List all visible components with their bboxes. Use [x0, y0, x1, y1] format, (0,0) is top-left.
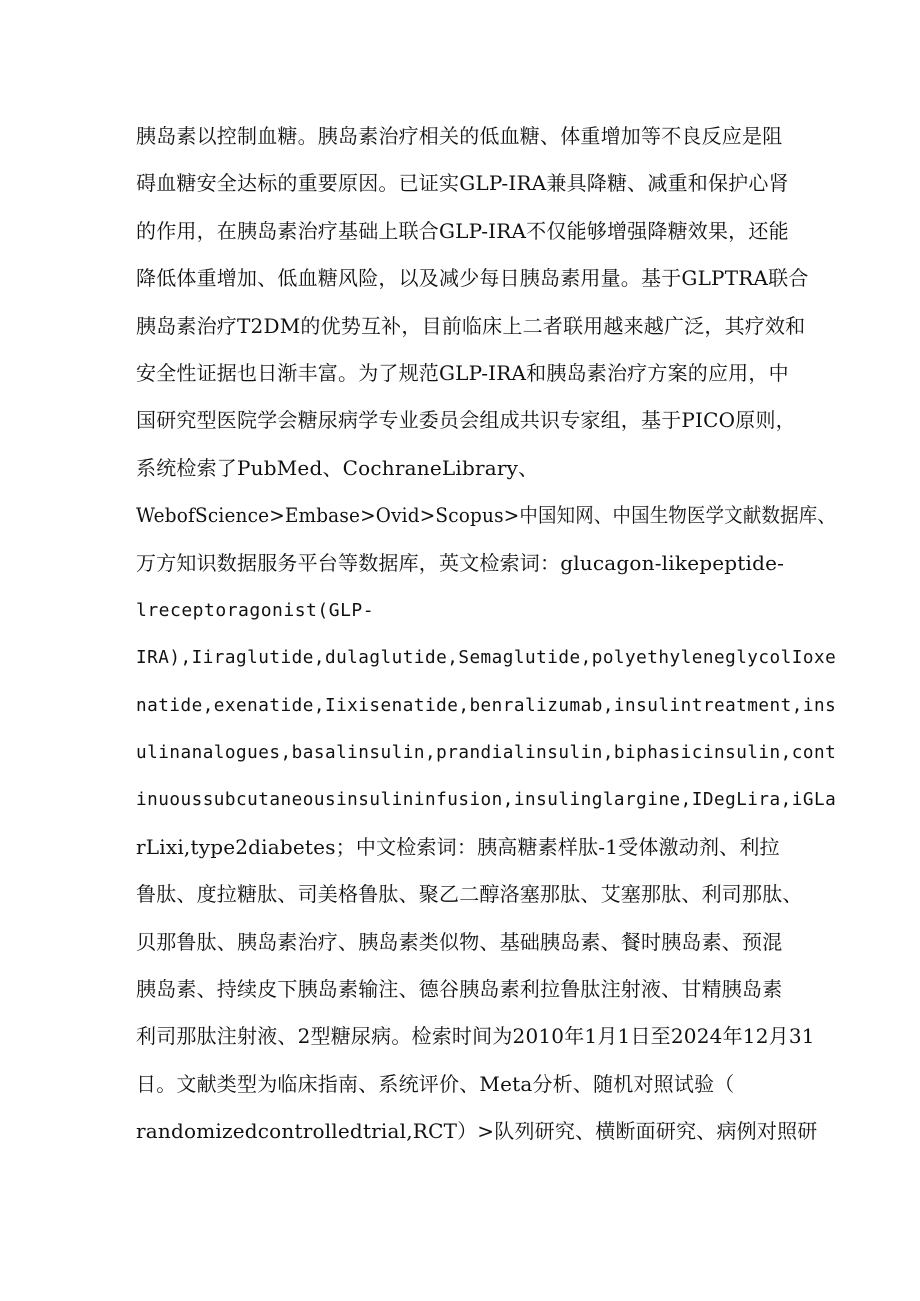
text-line: lreceptoragonist(GLP-	[136, 599, 375, 621]
text-line: 鲁肽、度拉糖肽、司美格鲁肽、聚乙二醇洛塞那肽、艾塞那肽、利司那肽、	[136, 882, 803, 907]
text-line: IRA),Iiraglutide,dulaglutide,Semaglutide,polyethyleneglycolIoxe	[136, 647, 837, 669]
text-line: 胰岛素治疗T2DM的优势互补，目前临床上二者联用越来越广泛，其疗效和	[136, 313, 806, 338]
text-line: 贝那鲁肽、胰岛素治疗、胰岛素类似物、基础胰岛素、餐时胰岛素、预混	[136, 929, 783, 954]
text-line: 利司那肽注射液、2型糖尿病。检索时间为2010年1月1日至2024年12月31	[136, 1024, 815, 1049]
text-line: randomizedcontrolledtrial,RCT）>队列研究、横断面研究、病例对照研	[136, 1119, 818, 1144]
text-line: 国研究型医院学会糖尿病学专业委员会组成共识专家组，基于PICO原则，	[136, 408, 796, 433]
text-line: 系统检索了PubMed、CochraneLibrary、	[136, 455, 539, 480]
text-line: inuoussubcutaneousinsulininfusion,insulinglargine,IDegLira,iGLa	[136, 789, 837, 811]
text-line: ulinanalogues,basalinsulin,prandialinsulin,biphasicinsulin,cont	[136, 742, 837, 764]
text-line: 胰岛素以控制血糖。胰岛素治疗相关的低血糖、体重增加等不良反应是阻	[136, 124, 783, 148]
body-paragraph	[136, 113, 836, 1156]
text-line: 的作用，在胰岛素治疗基础上联合GLP-IRA不仅能够增强降糖效果，还能	[136, 218, 789, 243]
text-line: 降低体重增加、低血糖风险，以及减少每日胰岛素用量。基于GLPTRA联合	[136, 266, 809, 291]
text-line: 安全性证据也日渐丰富。为了规范GLP-IRA和胰岛素治疗方案的应用，中	[136, 360, 789, 385]
text-line: 万方知识数据服务平台等数据库，英文检索词：glucagon-likepeptide-	[136, 550, 785, 575]
text-line: 碍血糖安全达标的重要原因。已证实GLP-IRA兼具降糖、减重和保护心肾	[136, 171, 789, 196]
text-line: 胰岛素、持续皮下胰岛素输注、德谷胰岛素利拉鲁肽注射液、甘精胰岛素	[136, 977, 783, 1002]
text-line: rLixi,type2diabetes；中文检索词：胰高糖素样肽-1受体激动剂、利拉	[136, 834, 780, 859]
text-line: WebofScience>Embase>Ovid>Scopus>中国知网、中国生物医学文献数据库、	[136, 503, 837, 528]
text-line: natide,exenatide,Iixisenatide,benralizumab,insulintreatment,ins	[136, 694, 837, 716]
text-line: 日。文献类型为临床指南、系统评价、Meta分析、随机对照试验（	[136, 1071, 735, 1096]
